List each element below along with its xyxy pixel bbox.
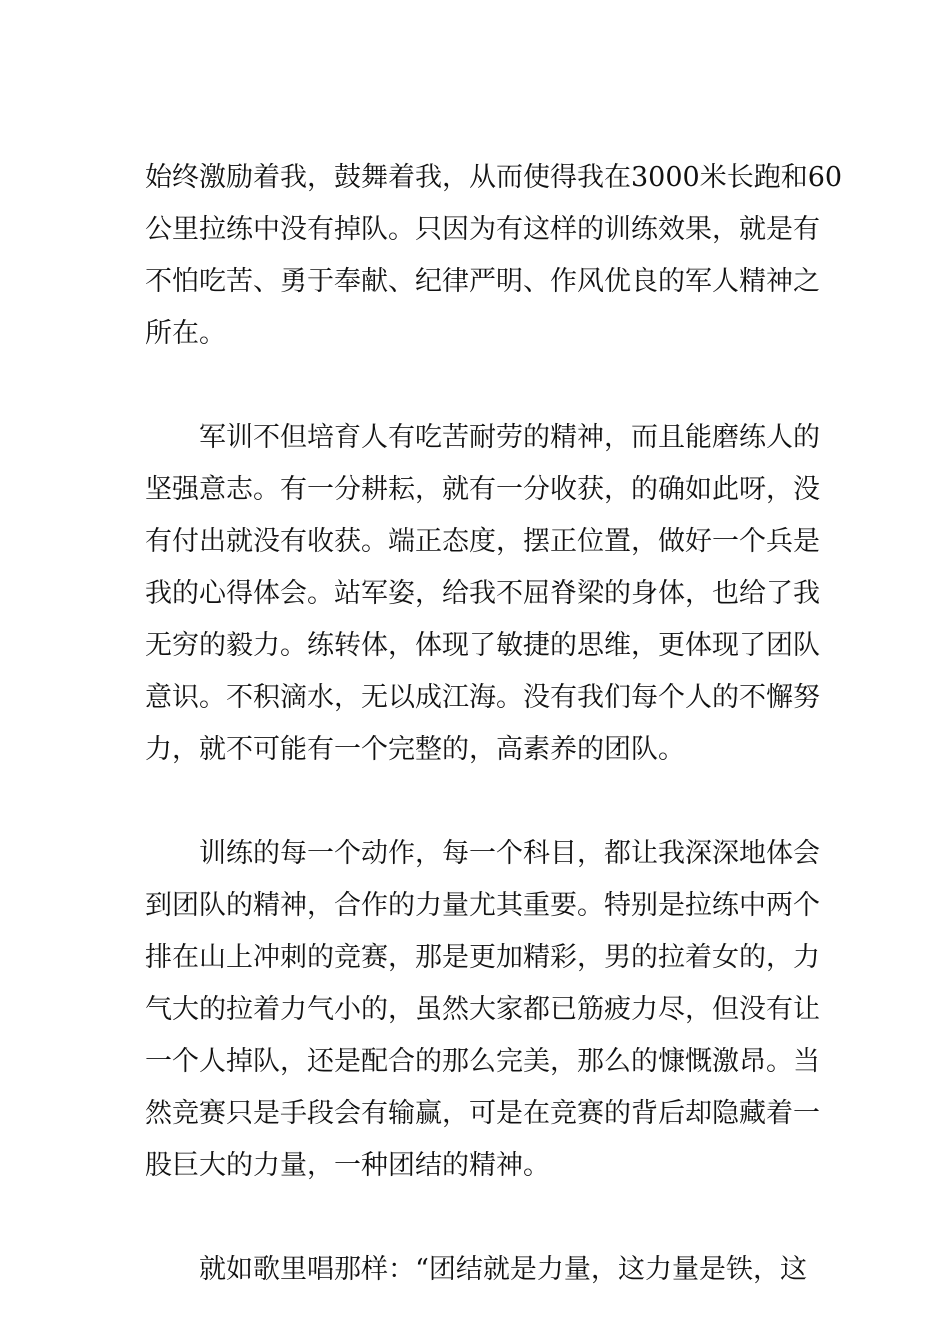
paragraph-1-line-4: 所在。 <box>145 318 226 349</box>
paragraph-3-line-3: 排在山上冲刺的竞赛，那是更加精彩，男的拉着女的，力 <box>145 942 820 973</box>
paragraph-2-line-5: 无穷的毅力。练转体，体现了敏捷的思维，更体现了团队 <box>145 630 820 661</box>
paragraph-1-line-3: 不怕吃苦、勇于奉献、纪律严明、作风优良的军人精神之 <box>145 266 820 297</box>
paragraph-3-line-2: 到团队的精神，合作的力量尤其重要。特别是拉练中两个 <box>145 890 820 921</box>
paragraph-3-line-6: 然竞赛只是手段会有输赢，可是在竞赛的背后却隐藏着一 <box>145 1098 820 1129</box>
paragraph-3-line-7: 股巨大的力量，一种团结的精神。 <box>145 1150 550 1181</box>
paragraph-1-line-2: 公里拉练中没有掉队。只因为有这样的训练效果，就是有 <box>145 214 820 245</box>
paragraph-2-line-4: 我的心得体会。站军姿，给我不屈脊梁的身体，也给了我 <box>145 578 820 609</box>
paragraph-2-line-7: 力，就不可能有一个完整的，高素养的团队。 <box>145 734 685 765</box>
paragraph-2-line-3: 有付出就没有收获。端正态度，摆正位置，做好一个兵是 <box>145 526 820 557</box>
paragraph-2-line-1: 军训不但培育人有吃苦耐劳的精神，而且能磨练人的 <box>199 422 820 453</box>
paragraph-3-line-5: 一个人掉队，还是配合的那么完美，那么的慷慨激昂。当 <box>145 1046 820 1077</box>
paragraph-4-line-1: 就如歌里唱那样：“团结就是力量，这力量是铁，这 <box>199 1254 807 1285</box>
paragraph-2-line-2: 坚强意志。有一分耕耘，就有一分收获，的确如此呀，没 <box>145 474 820 505</box>
paragraph-3-line-4: 气大的拉着力气小的，虽然大家都已筋疲力尽，但没有让 <box>145 994 820 1025</box>
paragraph-1-line-1: 始终激励着我，鼓舞着我，从而使得我在3000米长跑和60 <box>145 162 843 193</box>
paragraph-2-line-6: 意识。不积滴水，无以成江海。没有我们每个人的不懈努 <box>145 682 820 713</box>
paragraph-3-line-1: 训练的每一个动作，每一个科目，都让我深深地体会 <box>199 838 820 869</box>
